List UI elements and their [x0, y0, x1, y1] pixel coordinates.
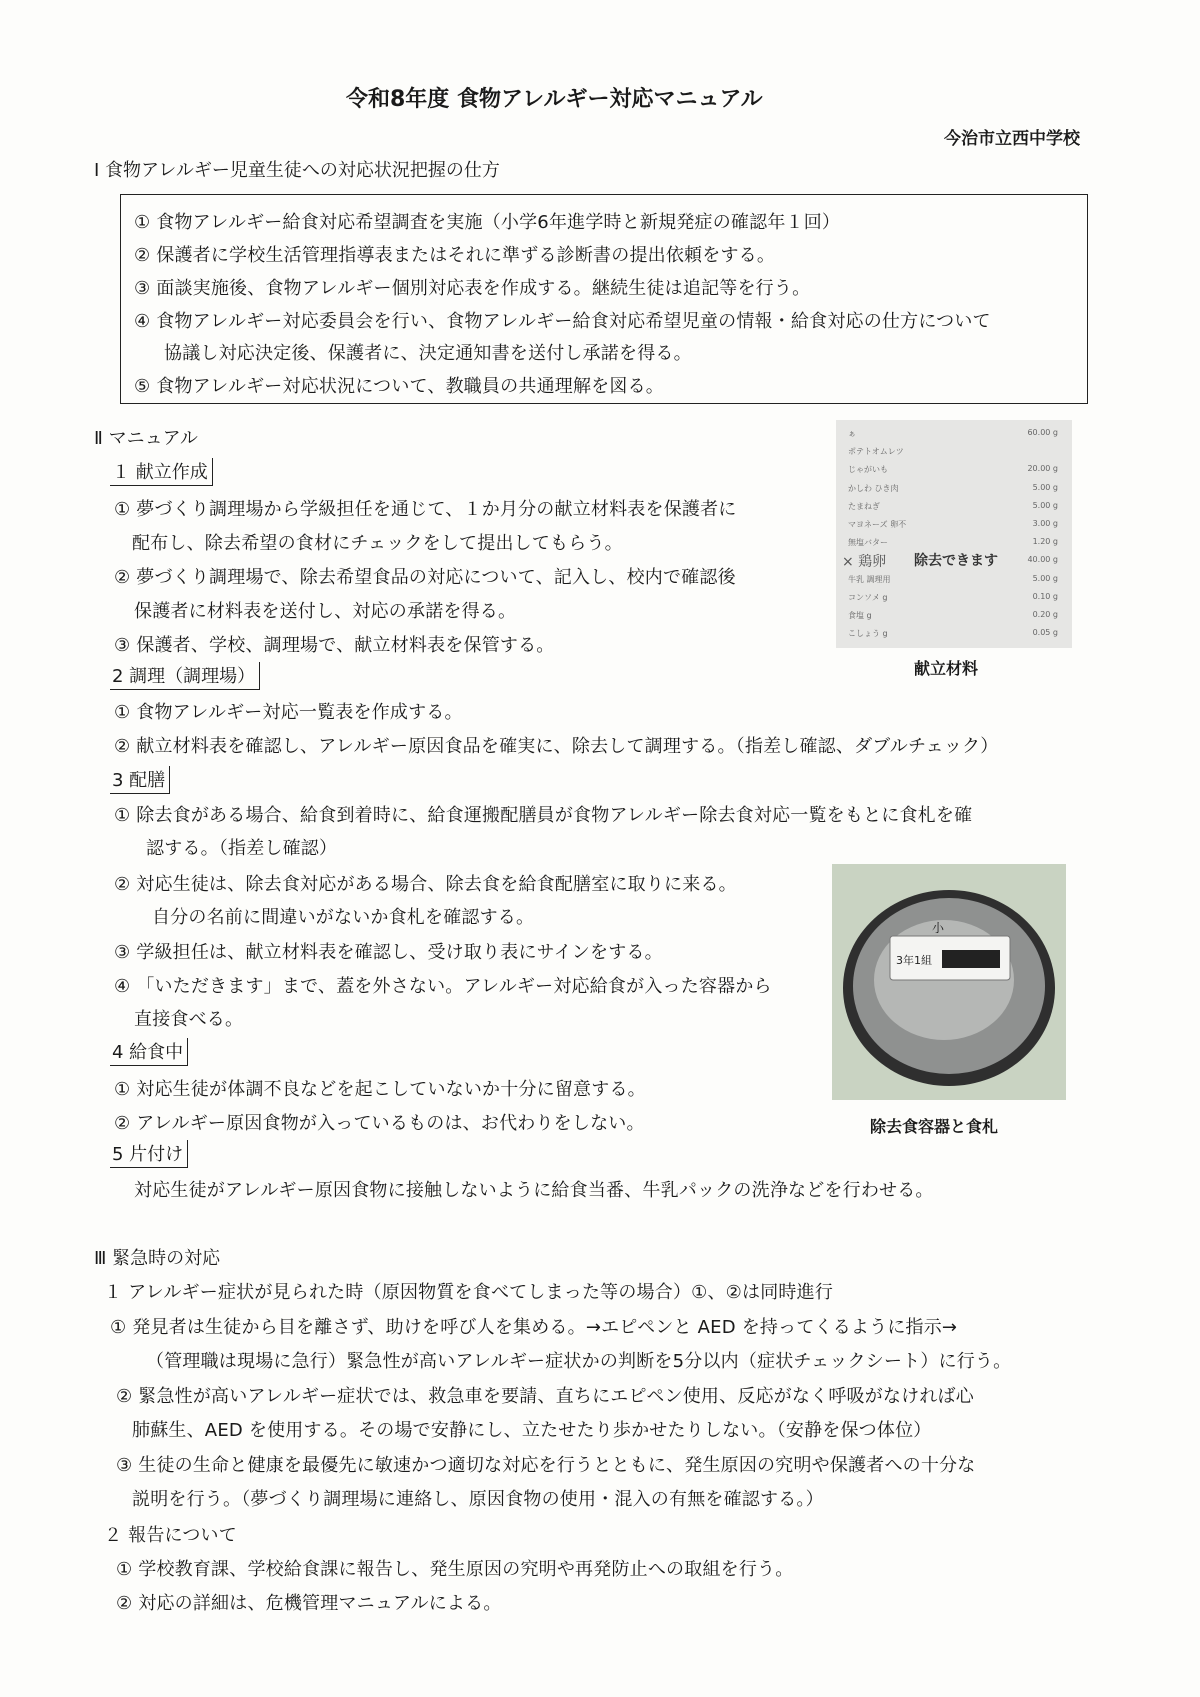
subsection-2-label: 2 調理（調理場） — [110, 662, 260, 690]
ingredient-name: こしょう g — [848, 629, 888, 639]
subsection-1-line: 配布し、除去希望の食材にチェックをして提出してもらう。 — [132, 533, 623, 554]
subsection-3-line: ① 除去食がある場合、給食到着時に、給食運搬配膳員が食物アレルギー除去食対応一覧をもとに食札を確 — [114, 805, 973, 826]
removal-container-photo — [832, 864, 1066, 1100]
section-3-sub2-line: ① 学校教育課、学校給食課に報告し、発生原因の究明や再発防止への取組を行う。 — [116, 1559, 794, 1580]
menu-ingredients-photo — [836, 420, 1072, 648]
ingredient-name: かしわ ひき肉 — [848, 483, 899, 493]
subsection-3-label: 3 配膳 — [110, 766, 170, 794]
section-3-sub1-line: 肺蘇生、AED を使用する。その場で安静にし、立たせたり歩かせたりしない。（安静を保つ体位） — [132, 1420, 932, 1441]
subsection-3-line: ② 対応生徒は、除去食対応がある場合、除去食を給食配膳室に取りに来る。 — [114, 874, 737, 895]
ingredient-amount: 5.00 g — [1032, 482, 1058, 492]
ingredient-amount: 0.05 g — [1032, 628, 1058, 638]
ingredient-name: ぁ — [848, 429, 856, 438]
section-3-sub1-label: １ アレルギー症状が見られた時（原因物質を食べてしまった等の場合）①、②は同時進行 — [104, 1282, 834, 1303]
subsection-1-line: ③ 保護者、学校、調理場で、献立材料表を保管する。 — [114, 635, 555, 656]
subsection-4-line: ① 対応生徒が体調不良などを起こしていないか十分に留意する。 — [114, 1079, 646, 1100]
ingredient-amount: 1.20 g — [1032, 537, 1058, 547]
section-1-item: ④ 食物アレルギー対応委員会を行い、食物アレルギー給食対応希望児童の情報・給食対応の仕方について — [134, 311, 991, 332]
subsection-4-label: 4 給食中 — [110, 1038, 188, 1066]
section-3-sub1-line: 説明を行う。（夢づくり調理場に連絡し、原因食物の使用・混入の有無を確認する。） — [132, 1489, 824, 1510]
section-3-sub1-line: ③ 生徒の生命と健康を最優先に敏速かつ適切な対応を行うとともに、発生原因の究明や保護者への十分な — [116, 1455, 976, 1476]
subsection-3-line: ③ 学級担任は、献立材料表を確認し、受け取り表にサインをする。 — [114, 942, 663, 963]
section-3-sub1-line: ② 緊急性が高いアレルギー症状では、救急車を要請、直ちにエピペン使用、反応がなく呼吸がなければ心 — [116, 1386, 974, 1407]
ingredient-name: じゃがいも — [848, 465, 888, 475]
struck-ingredient: × 鶏卵 — [842, 554, 887, 571]
section-1-item: ③ 面談実施後、食物アレルギー個別対応表を作成する。継続生徒は追記等を行う。 — [134, 278, 811, 299]
subsection-1-line: ② 夢づくり調理場で、除去希望食品の対応について、記入し、校内で確認後 — [114, 567, 736, 588]
subsection-3-line: ④ 「いただきます」まで、蓋を外さない。アレルギー対応給食が入った容器から — [114, 976, 772, 997]
removal-container-caption: 除去食容器と食札 — [870, 1117, 999, 1136]
school-name: 今治市立西中学校 — [944, 129, 1080, 149]
container-illustration — [832, 864, 1066, 1100]
section-1-item: ① 食物アレルギー給食対応希望調査を実施（小学6年進学時と新規発症の確認年１回） — [134, 212, 841, 233]
subsection-5-line: 対応生徒がアレルギー原因食物に接触しないように給食当番、牛乳パックの洗浄などを行わせる。 — [134, 1180, 934, 1201]
section-1-item: ② 保護者に学校生活管理指導表またはそれに準ずる診断書の提出依頼をする。 — [134, 245, 776, 266]
ingredient-amount: 3.00 g — [1032, 519, 1058, 528]
menu-ingredients-caption: 献立材料 — [914, 659, 979, 678]
ingredient-amount: 20.00 g — [1027, 464, 1058, 474]
ingredient-amount: 5.00 g — [1032, 500, 1058, 510]
subsection-5-label: 5 片付け — [110, 1140, 188, 1168]
subsection-3-line: 認する。（指差し確認） — [146, 838, 338, 859]
section-1-item: ⑤ 食物アレルギー対応状況について、教職員の共通理解を図る。 — [134, 376, 664, 397]
section-1-item-continued: 協議し対応決定後、保護者に、決定通知書を送付し承諾を得る。 — [164, 343, 692, 364]
section-3-sub1-line: （管理職は現場に急行）緊急性が高いアレルギー症状かの判断を5分以内（症状チェックシート）に行う。 — [146, 1351, 1012, 1372]
section-3-heading: Ⅲ 緊急時の対応 — [94, 1248, 221, 1269]
ingredient-amount: 60.00 g — [1027, 428, 1058, 437]
ingredient-amount: 0.10 g — [1032, 591, 1058, 601]
ingredient-name: 食塩 g — [848, 611, 872, 620]
section-1-heading: Ⅰ 食物アレルギー児童生徒への対応状況把握の仕方 — [94, 160, 500, 181]
document-title: 令和8年度 食物アレルギー対応マニュアル — [346, 87, 763, 112]
subsection-4-line: ② アレルギー原因食物が入っているものは、お代わりをしない。 — [114, 1113, 645, 1134]
section-3-sub2-label: ２ 報告について — [104, 1525, 237, 1546]
ingredient-amount: 40.00 g — [1027, 555, 1058, 565]
tag-name-redaction — [942, 950, 1000, 968]
subsection-1-label: １ 献立作成 — [110, 458, 213, 486]
ingredient-amount: 0.20 g — [1032, 610, 1058, 619]
ingredient-name: ポテトオムレツ — [848, 447, 904, 457]
section-3-sub2-line: ② 対応の詳細は、危機管理マニュアルによる。 — [116, 1593, 502, 1614]
ingredient-name: 無塩バター — [848, 538, 888, 548]
ingredient-amount: 5.00 g — [1032, 573, 1058, 583]
subsection-2-line: ② 献立材料表を確認し、アレルギー原因食品を確実に、除去して調理する。（指差し確認、ダブルチェック） — [114, 736, 999, 757]
ingredient-name: たまねぎ — [848, 501, 880, 511]
ingredient-name: マヨネーズ 卵不 — [848, 520, 907, 529]
subsection-1-line: ① 夢づくり調理場から学級担任を通じて、１か月分の献立材料表を保護者に — [114, 499, 737, 520]
tag-class-text: 3年1組 — [896, 954, 932, 967]
subsection-2-line: ① 食物アレルギー対応一覧表を作成する。 — [114, 702, 463, 723]
subsection-3-line: 自分の名前に間違いがないか食札を確認する。 — [152, 907, 535, 928]
section-3-sub1-line: ① 発見者は生徒から目を離さず、助けを呼び人を集める。→エピペンと AED を持ってくるように指示→ — [110, 1317, 958, 1338]
subsection-3-line: 直接食べる。 — [134, 1009, 244, 1030]
tag-mark: 小 — [932, 921, 945, 935]
ingredient-name: 牛乳 調理用 — [848, 574, 891, 584]
section-2-heading: Ⅱ マニュアル — [94, 428, 198, 449]
subsection-1-line: 保護者に材料表を送付し、対応の承諾を得る。 — [134, 601, 517, 622]
ingredient-name: コンソメ g — [848, 592, 888, 602]
handwritten-note: 除去できます — [914, 553, 998, 570]
